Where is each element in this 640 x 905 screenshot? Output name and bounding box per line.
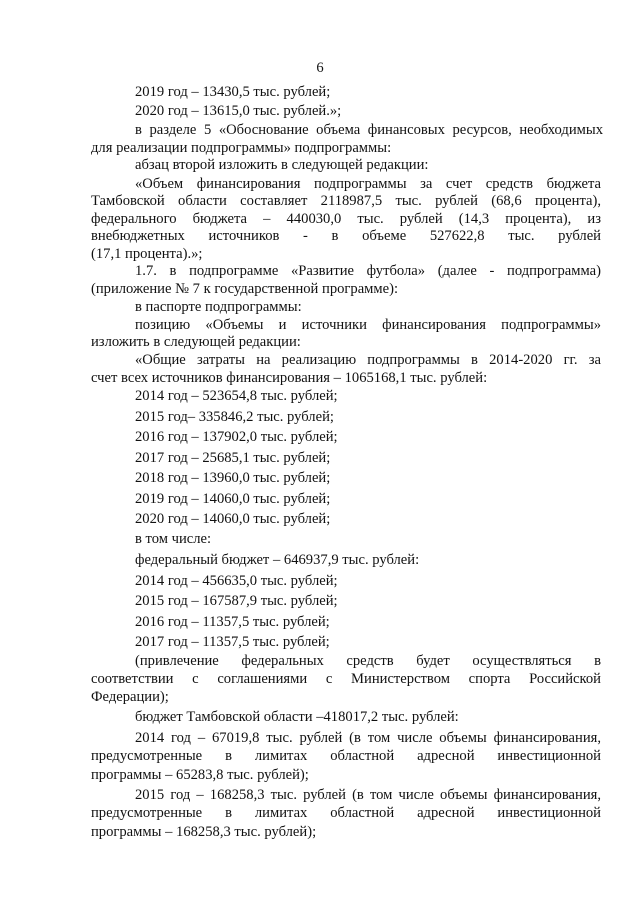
text-line: в том числе:: [135, 531, 212, 547]
text-line: счет всех источников финансирования – 1065168,1 тыс. рублей:: [91, 370, 488, 386]
text-line: бюджет Тамбовской области –418017,2 тыс. рублей:: [135, 709, 459, 725]
text-line: 2019 год – 14060,0 тыс. рублей;: [135, 491, 331, 507]
text-line: Тамбовской области составляет 2118987,5 тыс. рублей (68,6 процента),: [91, 193, 601, 209]
text-line: соответствии с соглашениями с Министерством спорта Российской: [91, 671, 601, 687]
text-line: Федерации);: [91, 689, 169, 705]
text-line: 2017 год – 25685,1 тыс. рублей;: [135, 450, 331, 466]
text-line: «Общие затраты на реализацию подпрограммы в 2014-2020 гг. за: [135, 352, 601, 368]
text-line: 2015 год – 168258,3 тыс. рублей (в том числе объемы финансирования,: [135, 787, 601, 803]
text-line: программы – 65283,8 тыс. рублей);: [91, 767, 309, 783]
text-line: 2017 год – 11357,5 тыс. рублей;: [135, 634, 330, 650]
text-line: в разделе 5 «Обоснование объема финансовых ресурсов, необходимых: [135, 122, 603, 138]
text-line: 2019 год – 13430,5 тыс. рублей;: [135, 84, 331, 100]
text-line: 2014 год – 456635,0 тыс. рублей;: [135, 573, 338, 589]
text-line: 2020 год – 13615,0 тыс. рублей.»;: [135, 103, 342, 119]
text-line: федерального бюджета – 440030,0 тыс. рублей (14,3 процента), из: [91, 211, 601, 227]
text-line: предусмотренные в лимитах областной адресной инвестиционной: [91, 748, 601, 764]
text-line: программы – 168258,3 тыс. рублей);: [91, 824, 317, 840]
text-line: федеральный бюджет – 646937,9 тыс. рублей:: [135, 552, 420, 568]
page-number: 6: [316, 60, 324, 76]
text-line: изложить в следующей редакции:: [91, 334, 301, 350]
text-line: внебюджетных источников - в объеме 527622,8 тыс. рублей: [91, 228, 601, 244]
text-line: 1.7. в подпрограмме «Развитие футбола» (далее - подпрограмма): [135, 263, 601, 279]
text-line: 2015 год– 335846,2 тыс. рублей;: [135, 409, 334, 425]
text-line: 2018 год – 13960,0 тыс. рублей;: [135, 470, 331, 486]
text-line: (приложение № 7 к государственной программе):: [91, 281, 399, 297]
text-line: в паспорте подпрограммы:: [135, 299, 302, 315]
text-line: 2014 год – 523654,8 тыс. рублей;: [135, 388, 338, 404]
text-line: 2016 год – 11357,5 тыс. рублей;: [135, 614, 330, 630]
text-line: (17,1 процента).»;: [91, 246, 203, 262]
text-line: абзац второй изложить в следующей редакции:: [135, 157, 429, 173]
text-line: для реализации подпрограммы» подпрограммы:: [91, 140, 392, 156]
text-line: 2015 год – 167587,9 тыс. рублей;: [135, 593, 338, 609]
text-line: 2016 год – 137902,0 тыс. рублей;: [135, 429, 338, 445]
text-line: предусмотренные в лимитах областной адресной инвестиционной: [91, 805, 601, 821]
text-line: 2020 год – 14060,0 тыс. рублей;: [135, 511, 331, 527]
text-line: 2014 год – 67019,8 тыс. рублей (в том числе объемы финансирования,: [135, 730, 601, 746]
text-line: (привлечение федеральных средств будет осуществляться в: [135, 653, 601, 669]
text-line: «Объем финансирования подпрограммы за счет средств бюджета: [135, 176, 601, 192]
text-line: позицию «Объемы и источники финансирования подпрограммы»: [135, 317, 601, 333]
